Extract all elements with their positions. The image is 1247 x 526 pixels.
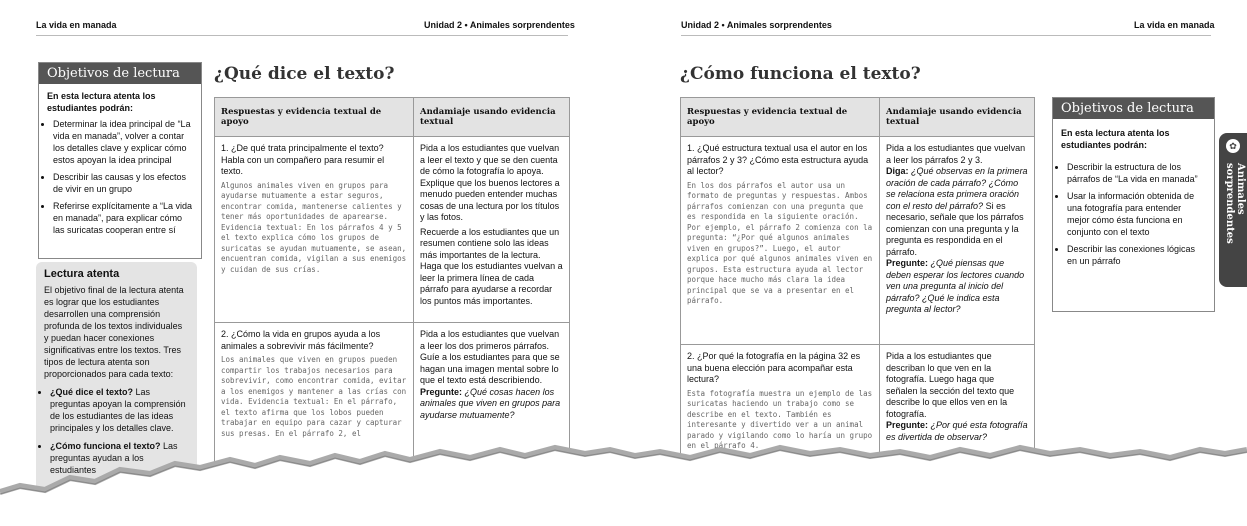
question-text: 2. ¿Cómo la vida en grupos ayuda a los animales a sobrevivir más fácilmente? [221, 329, 381, 351]
say-label: Diga: [886, 166, 909, 176]
table-header-row [681, 98, 1035, 137]
objectives-box [1052, 97, 1215, 312]
section-title: ¿Cómo funciona el texto? [680, 64, 921, 84]
scaffold-text: Pida a los estudiantes que describan lo que ven en la fotografía. Luego haga que señalen la sección del texto que describe lo que ellos ven en la fotografía. [886, 351, 1015, 419]
scaffold-text: Pida a los estudiantes que vuelvan a leer los párrafos 2 y 3. [886, 143, 1026, 165]
say-question: ¿Qué observas en la primera oración de cada párrafo? ¿Cómo se relaciona esta primera oración con el resto del párrafo? [886, 166, 1028, 211]
objectives-list [1053, 161, 1214, 267]
prompt-question: ¿Qué cosas hacen los animales que viven en grupos para ayudarse mutuamente? [420, 386, 561, 420]
objective-item: • Describir las conexiones lógicas en un párrafo [1067, 243, 1206, 267]
prompt-question: ¿Por qué esta fotografía es divertida de observar? [886, 420, 1028, 442]
column-header: Andamiaje usando evidencia textual [880, 98, 1035, 137]
close-reading-paragraph: El objetivo final de la lectura atenta es lograr que los estudiantes desarrollen una comprensión profunda de los textos individuales y puedan hacer conexiones significativas entre los textos. Tres tipos de lectura atenta son proporcionados para cada texto: [44, 285, 184, 379]
objectives-title: Objetivos de lectura [39, 63, 201, 84]
running-header-left: La vida en manada [36, 20, 117, 30]
column-header: Andamiaje usando evidencia textual [414, 98, 570, 137]
question-text: 1. ¿De qué trata principalmente el texto? Habla con un compañero para resumir el texto. [221, 143, 385, 176]
unit-side-tab [1219, 133, 1247, 287]
question-text: 1. ¿Qué estructura textual usa el autor en los párrafos 2 y 3? ¿Cómo esta estructura ayuda al lector? [687, 143, 869, 176]
handwritten-answer: En los dos párrafos el autor usa un formato de preguntas y respuestas. Ambos párrafos comienzan con una pregunta que es respondida en la siguiente oración. Por ejemplo, el párrafo 2 comienza con la pregunta: “¿Por qué algunos animales viven en grupos?”. Luego, el autor explica por qué algunos animales viven en grupos. Esta estructura ayuda al lector porque hace mucho más clara la idea principal que se va a presentar en el párrafo. [687, 180, 873, 305]
evidence-table [680, 97, 1035, 485]
prompt-label: Pregunte: [420, 386, 463, 397]
say-note: Si es necesario, señale que los párrafos comienzan con una pregunta y la pregunta es respondida en el párrafo. [886, 200, 1024, 257]
evidence-table [214, 97, 570, 483]
running-header-right: La vida en manada [1134, 20, 1215, 30]
unit-header: Unidad 2 • Animales sorprendentes [424, 20, 575, 30]
prompt-question: ¿Qué piensas que deben esperar los lectores cuando ven una pregunta al inicio del párrafo? ¿Qué le indica esta pregunta al lector? [886, 258, 1025, 314]
handwritten-answer: Algunos animales viven en grupos para ayudarse mutuamente a estar seguros, encontrar comida, mantenerse calientes y tener más oportunidades de aparearse. Evidencia textual: En los párrafos 4 y 5 el texto explica cómo los grupos de suricatas se ayudan mutuamente, se asean, encuentran comida, vigilan a sus enemigos y cuidan de sus crías. [221, 180, 407, 274]
prompt-text [886, 258, 1028, 316]
scaffold-cell [414, 137, 570, 323]
section-title: ¿Qué dice el texto? [214, 64, 395, 84]
column-header: Respuestas y evidencia textual de apoyo [215, 98, 414, 137]
objective-item: • Usar la información obtenida de una fotografía para entender mejor cómo ésta funciona en conjunto con el texto [1067, 190, 1206, 238]
question-text: 2. ¿Por qué la fotografía en la página 32 es una buena elección para acompañar esta lectura? [687, 351, 861, 384]
scaffold-cell [880, 137, 1035, 345]
objective-item: • Referirse explícitamente a “La vida en manada”, para explicar cómo las suricatas cooperan entre sí [53, 200, 193, 236]
response-cell [215, 137, 414, 323]
paw-icon: ✿ [1226, 139, 1240, 153]
objectives-intro: En esta lectura atenta los estudiantes podrán: [47, 91, 156, 113]
objectives-title: Objetivos de lectura [1053, 98, 1214, 119]
side-tab-label: Animales sorprendentes [1224, 163, 1246, 244]
prompt-text [420, 387, 563, 422]
handwritten-answer: Esta fotografía muestra un ejemplo de las suricatas haciendo un trabajo como se describe en el texto. También es interesante y divertido ver a un animal parado y vigilando como lo haría un grupo en el párrafo 4. [687, 388, 873, 450]
torn-edge-graphic [0, 430, 1247, 526]
response-cell [681, 137, 880, 345]
objectives-list [39, 118, 201, 236]
objectives-box [38, 62, 202, 259]
scaffold-text: Recuerde a los estudiantes que un resumen contiene solo las ideas más importantes de la lectura. Haga que los estudiantes vuelvan a leer la primera línea de cada párrafo para ayudarse a recordar los puntos más importantes. [420, 226, 563, 306]
close-reading-item-label: ¿Qué dice el texto? [50, 387, 134, 397]
objectives-intro: En esta lectura atenta los estudiantes podrán: [1061, 128, 1170, 150]
handwritten-answer: Los animales que viven en grupos pueden compartir los trabajos necesarios para sobrevivir, como encontrar comida, evitar a los enemigos y mantener a las crías con vida. Evidencia textual: En el párrafo, el texto afirma que los lobos pueden trabajar en equipo para cazar y capturar sus presas. En el párrafo 2, el [221, 355, 407, 438]
objective-item: • Describir las causas y los efectos de vivir en un grupo [53, 171, 193, 195]
objective-item: • Determinar la idea principal de “La vida en manada”, volver a contar los detalles clave y explicar cómo estos apoyan la idea principal [53, 118, 193, 166]
objective-item: • Describir la estructura de los párrafos de “La vida en manada” [1067, 161, 1206, 185]
prompt-label: Pregunte: [886, 420, 929, 430]
close-reading-item-text: Las preguntas apoyan la comprensión de los estudiantes de las ideas principales y los detalles clave. [50, 387, 186, 433]
header-rule [681, 35, 1211, 36]
close-reading-title: Lectura atenta [44, 268, 120, 280]
column-header: Respuestas y evidencia textual de apoyo [681, 98, 880, 137]
unit-header: Unidad 2 • Animales sorprendentes [681, 20, 832, 30]
close-reading-item-label: ¿Cómo funciona el texto? [50, 441, 161, 451]
table-header-row [215, 98, 570, 137]
close-reading-item-text: Las preguntas ayudan a los estudiantes [50, 441, 178, 475]
close-reading-item [50, 386, 191, 434]
table-row [215, 137, 570, 323]
scaffold-text: Pida a los estudiantes que vuelvan a leer el texto y que se den cuenta de cómo la fotografía lo apoya. Explique que los buenos lectores a menudo pueden entender muchas cosas de una lectura por los títulos y las fotos. [420, 143, 560, 222]
table-row [681, 137, 1035, 345]
scaffold-text: Pida a los estudiantes que vuelvan a leer los dos primeros párrafos. Guíe a los estudiantes para que se hagan una imagen mental sobre lo que el texto está describiendo. [420, 329, 560, 385]
prompt-label: Pregunte: [886, 258, 929, 268]
header-rule [36, 35, 568, 36]
say-text [886, 166, 1028, 258]
